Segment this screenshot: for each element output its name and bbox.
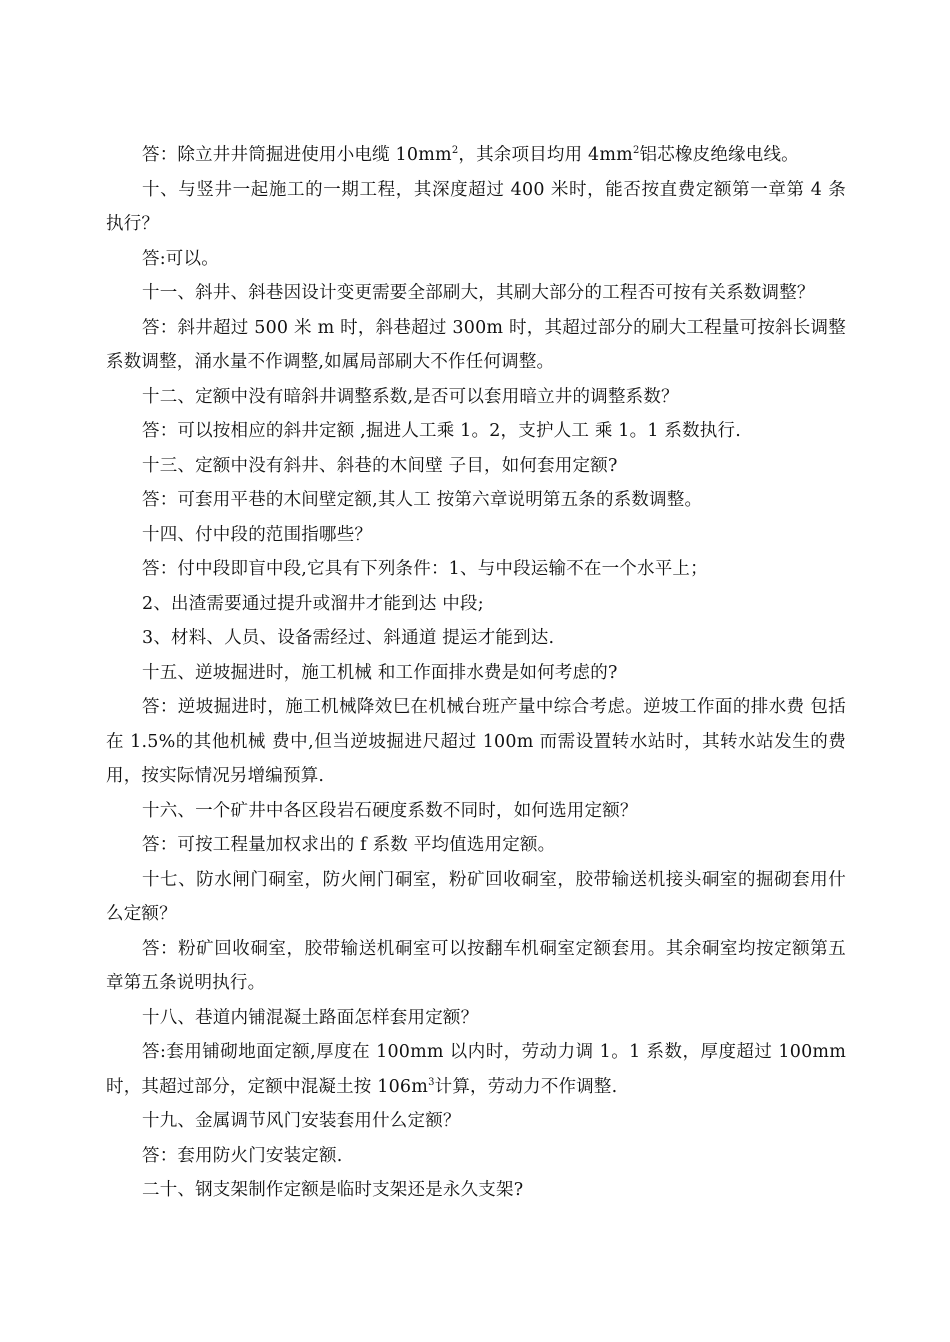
paragraph-question-19: 十九、金属调节风门安装套用什么定额？ xyxy=(142,1111,461,1131)
paragraph-question-12: 十二、定额中没有暗斜井调整系数,是否可以套用暗立井的调整系数？ xyxy=(142,386,679,407)
paragraph-answer-11: 答：斜井超过 500 米 m 时，斜巷超过 300m 时，其超过部分的刷大工程量可按斜长调整系数调整，涌水量不作调整,如属局部刷大不作任何调整。 xyxy=(106,317,846,372)
paragraph-question-14: 十四、付中段的范围指哪些？ xyxy=(142,524,373,545)
paragraph-question-17: 十七、防水闸门硐室，防火闸门硐室，粉矿回收硐室，胶带输送机接头硐室的掘砌套用什么定额？ xyxy=(106,869,846,924)
paragraph-question-16: 十六、一个矿井中各区段岩石硬度系数不同时，如何选用定额？ xyxy=(142,800,638,821)
paragraph-answer-16: 答：可按工程量加权求出的 f 系数 平均值选用定额。 xyxy=(142,835,556,855)
paragraph-answer-15: 答：逆坡掘进时，施工机械降效巳在机械台班产量中综合考虑。逆坡工作面的排水费 包括在 1.5%的其他机械 费中,但当逆坡掘进尺超过 100m 而需设置转水站时，其转水站发生的费用，按实际情况另增编预算. xyxy=(106,697,846,786)
paragraph-answer-18: 答:套用铺砌地面定额,厚度在 100mm 以内时，劳动力调 1。1 系数，厚度超过 100mm 时，其超过部分，定额中混凝土按 $106m^3$计算，劳动力不作调整. xyxy=(106,1042,846,1097)
paragraph-question-15: 十五、逆坡掘进时，施工机械 和工作面排水费是如何考虑的? xyxy=(142,662,618,683)
paragraph-question-11: 十一、斜井、斜巷因设计变更需要全部刷大，其刷大部分的工程否可按有关系数调整？ xyxy=(142,283,815,303)
paragraph-question-20: 二十、钢支架制作定额是临时支架还是永久支架? xyxy=(142,1180,524,1200)
paragraph-question-10: 十、与竖井一起施工的一期工程，其深度超过 400 米时，能否按直费定额第一章第 4 条执行？ xyxy=(106,179,846,234)
paragraph-answer-17: 答：粉矿回收硐室，胶带输送机硐室可以按翻车机硐室定额套用。其余硐室均按定额第五章第五条说明执行。 xyxy=(106,938,846,993)
paragraph-answer-12: 答：可以按相应的斜井定额 ,掘进人工乘 1。2，支护人工 乘 1。1 系数执行. xyxy=(142,421,741,441)
paragraph-answer-13: 答：可套用平巷的木间壁定额,其人工 按第六章说明第五条的系数调整。 xyxy=(142,490,703,510)
paragraph-answer-10: 答:可以。 xyxy=(142,248,219,269)
paragraph-answer-14-item-2: 2、出渣需要通过提升或溜井才能到达 中段; xyxy=(142,593,484,614)
document-page xyxy=(106,138,846,1208)
paragraph-answer-14: 答：付中段即盲中段,它具有下列条件：1、与中段运输不在一个水平上； xyxy=(142,559,708,579)
paragraph-answer-14-item-3: 3、材料、人员、设备需经过、斜通道 提运才能到达. xyxy=(142,628,555,648)
paragraph-question-18: 十八、巷道内铺混凝土路面怎样套用定额？ xyxy=(142,1007,479,1028)
paragraph-answer-19: 答：套用防火门安装定额. xyxy=(142,1145,343,1166)
paragraph-question-13: 十三、定额中没有斜井、斜巷的木间壁 子目，如何套用定额? xyxy=(142,455,618,476)
paragraph-answer-cable: 答：除立井井筒掘进使用小电缆 $10mm^2$，其余项目均用 $4mm^2$铝芯橡皮绝缘电线。 xyxy=(142,145,799,165)
